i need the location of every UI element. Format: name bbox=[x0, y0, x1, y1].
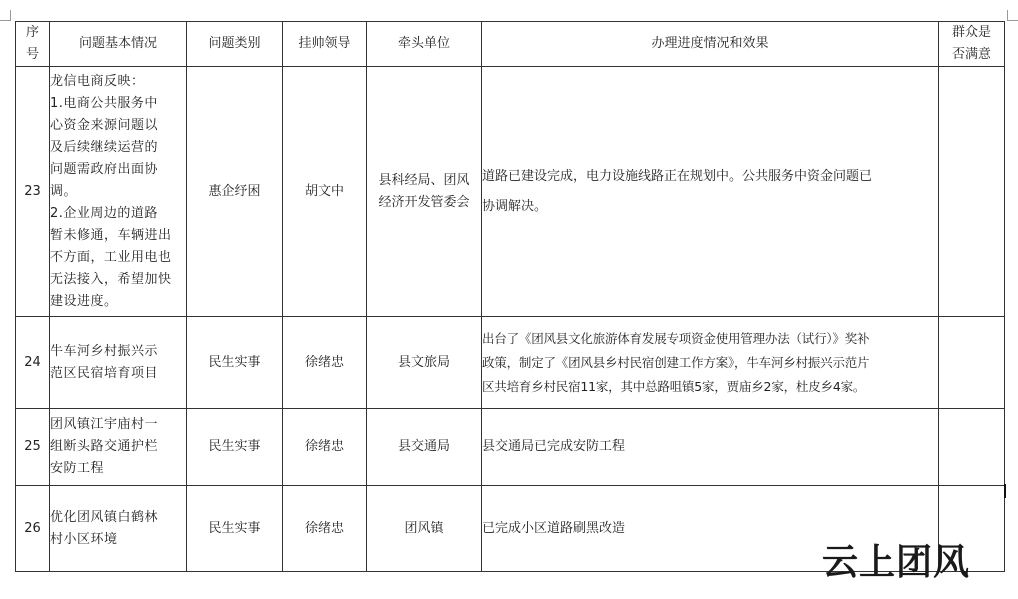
lead-unit: 县文旅局 bbox=[367, 317, 482, 409]
lead-official: 徐绪忠 bbox=[283, 317, 367, 409]
row-number: 23 bbox=[16, 67, 50, 317]
header-row bbox=[16, 22, 1005, 67]
lead-official: 徐绪忠 bbox=[283, 409, 367, 486]
issue-description: 龙信电商反映： 1.电商公共服务中 心资金来源问题以 及后续继续运营的 问题需政府出面协 调。 2.企业周边的道路 暂未修通，车辆进出 不方面，工业用电也 无法接入，希望加快 建设进度。 bbox=[50, 67, 187, 317]
header-progress: 办理进度情况和效果 bbox=[482, 22, 939, 67]
satisfaction-cell bbox=[939, 409, 1005, 486]
issue-description: 牛车河乡村振兴示 范区民宿培育项目 bbox=[50, 317, 187, 409]
issue-description: 优化团风镇白鹤林 村小区环境 bbox=[50, 486, 187, 572]
text-cursor bbox=[1004, 484, 1006, 498]
table-row bbox=[16, 67, 1005, 317]
lead-unit: 团风镇 bbox=[367, 486, 482, 572]
issue-description: 团风镇江宇庙村一 组断头路交通护栏 安防工程 bbox=[50, 409, 187, 486]
row-number: 24 bbox=[16, 317, 50, 409]
lead-official: 胡文中 bbox=[283, 67, 367, 317]
header-lead-unit: 牵头单位 bbox=[367, 22, 482, 67]
header-satisfied: 群众是 否满意 bbox=[939, 22, 1005, 67]
row-number: 25 bbox=[16, 409, 50, 486]
header-seq: 序 号 bbox=[16, 22, 50, 67]
lead-unit: 县科经局、团风 经济开发管委会 bbox=[367, 67, 482, 317]
watermark-logo: 云上团风 bbox=[822, 541, 971, 583]
issue-category: 惠企纾困 bbox=[187, 67, 283, 317]
progress-text: 出台了《团风县文化旅游体育发展专项资金使用管理办法（试行）》奖补 政策，制定了《团风县乡村民宿创建工作方案》，牛车河乡村振兴示范片 区共培育乡村民宿11家，其中总路咀镇5家，贾庙乡2家，杜皮乡4家。 bbox=[482, 317, 939, 409]
row-number: 26 bbox=[16, 486, 50, 572]
satisfaction-cell bbox=[939, 67, 1005, 317]
progress-text: 道路已建设完成，电力设施线路正在规划中。公共服务中资金问题已 协调解决。 bbox=[482, 67, 939, 317]
progress-table bbox=[15, 21, 1005, 572]
progress-text: 县交通局已完成安防工程 bbox=[482, 409, 939, 486]
issue-category: 民生实事 bbox=[187, 486, 283, 572]
progress-text: 已完成小区道路刷黑改造 bbox=[482, 486, 939, 572]
page-corner-mark-right bbox=[1007, 10, 1018, 21]
header-leader: 挂帅领导 bbox=[283, 22, 367, 67]
header-basic-info: 问题基本情况 bbox=[50, 22, 187, 67]
table-row bbox=[16, 317, 1005, 409]
table-row bbox=[16, 409, 1005, 486]
satisfaction-cell bbox=[939, 317, 1005, 409]
lead-unit: 县交通局 bbox=[367, 409, 482, 486]
issue-category: 民生实事 bbox=[187, 317, 283, 409]
page-corner-mark-left bbox=[0, 10, 11, 21]
header-category: 问题类别 bbox=[187, 22, 283, 67]
lead-official: 徐绪忠 bbox=[283, 486, 367, 572]
issue-category: 民生实事 bbox=[187, 409, 283, 486]
